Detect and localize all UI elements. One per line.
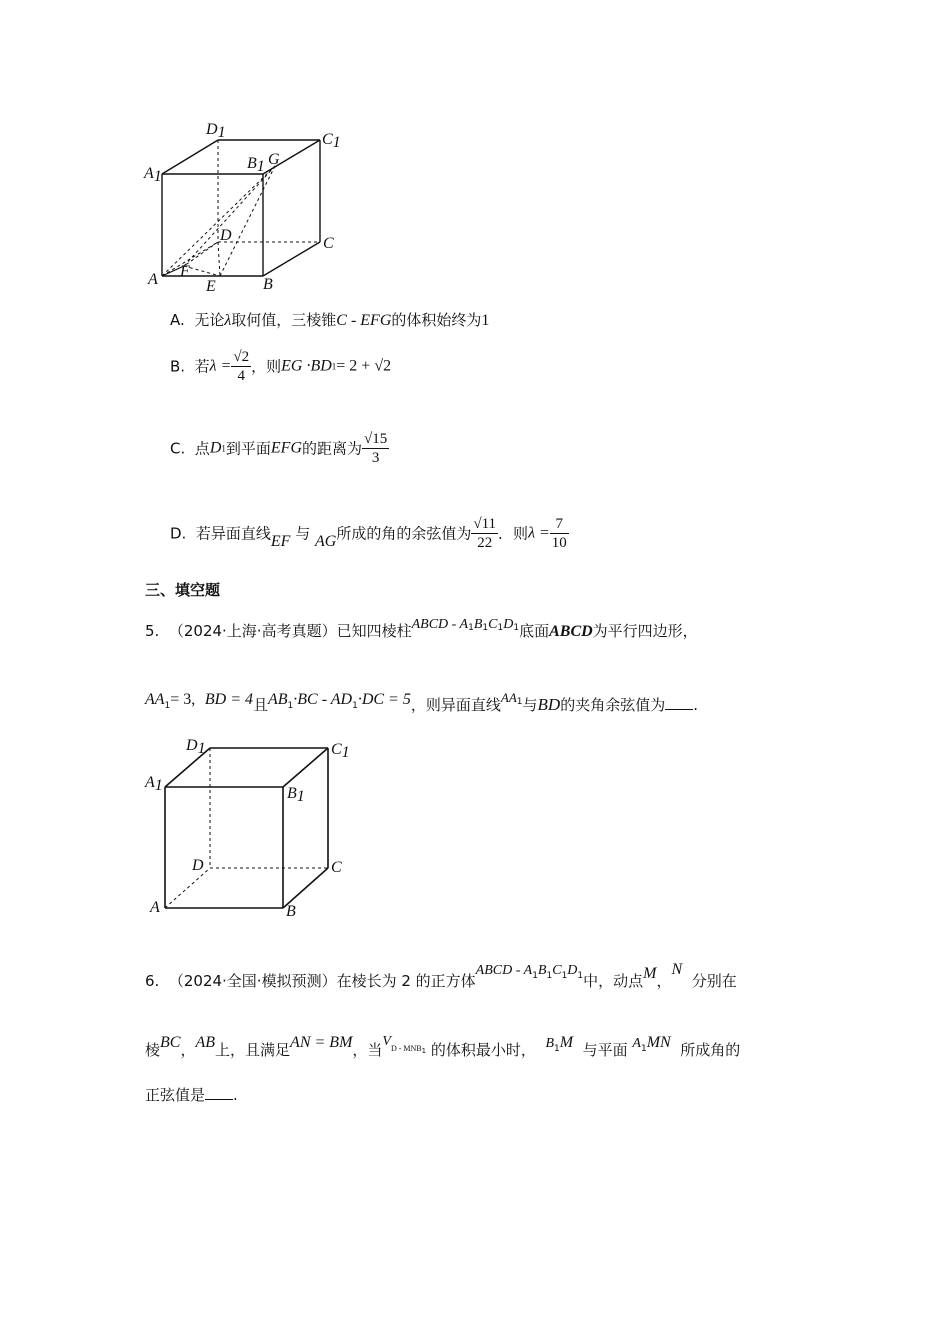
label-C1: C1 bbox=[331, 741, 350, 761]
label-A1: A1 bbox=[145, 774, 163, 794]
question-5-line2: AA1= 3, BD = 4且AB1·BC - AD1·DC = 5，则异面直线$AA^1$与BD的夹角余弦值为 . bbox=[145, 690, 698, 714]
section-title: 三、填空题 bbox=[145, 581, 221, 599]
label-C: C bbox=[331, 859, 342, 876]
label-A: A bbox=[148, 271, 158, 288]
option-a: A. 无论λ取何值，三棱锥C - EFG的体积始终为1 bbox=[170, 311, 490, 329]
label-B1: B1 bbox=[287, 785, 305, 805]
option-c: C. 点D1到平面EFG的距离为 $\frac{√15}{3}$ bbox=[170, 431, 388, 466]
label-D1: D1 bbox=[186, 737, 206, 757]
label-B1: B1 bbox=[247, 155, 265, 175]
fraction-sqrt11-22: $\frac{√11}{22}$ bbox=[473, 516, 497, 551]
label-C1: C1 bbox=[322, 131, 341, 151]
answer-blank-6[interactable] bbox=[205, 1085, 233, 1100]
label-C: C bbox=[323, 235, 334, 252]
label-D1: D1 bbox=[206, 121, 226, 141]
label-A1: A1 bbox=[144, 165, 162, 185]
label-D: D bbox=[192, 857, 204, 874]
answer-blank-5[interactable] bbox=[665, 695, 693, 710]
label-D: D bbox=[220, 227, 232, 244]
fraction-7-10: $\frac{7}{10}$ bbox=[551, 516, 567, 551]
label-B: B bbox=[286, 903, 296, 920]
question-6-line3: 正弦值是 . bbox=[145, 1086, 238, 1104]
label-G: G bbox=[268, 151, 280, 168]
label-A: A bbox=[150, 899, 160, 916]
label-F: F bbox=[180, 263, 190, 280]
figure-cube-1 bbox=[140, 118, 350, 298]
fraction-sqrt15-3: $\frac{√15}{3}$ bbox=[364, 431, 388, 466]
label-B: B bbox=[263, 276, 273, 293]
label-E: E bbox=[206, 278, 216, 295]
fraction-sqrt2-4: $\frac{√2}{4}$ bbox=[233, 349, 250, 384]
question-6-line1: 6. （2024·全国·模拟预测）在棱长为 2 的正方体ABCD - $A^1B^1C^1D^1$中，动点M，N 分别在 bbox=[145, 961, 737, 990]
question-5-line1: 5. （2024·上海·高考真题）已知四棱柱ABCD - $A^1B^1C^1D^1$底面ABCD为平行四边形， bbox=[145, 617, 698, 640]
option-d: D. 若异面直线EF 与 AG所成的角的余弦值为 $\frac{√11}{22}$ ．则λ = $\frac{7}{10}$ bbox=[170, 516, 567, 551]
figure-cube-2 bbox=[140, 730, 360, 925]
question-6-line2: 棱BC，AB上，且满足AN = BM，当$V^{D - MNB}1$ 的体积最小时， $B^1M$ 与平面 $A^1MN$ 所成角的 bbox=[145, 1034, 741, 1059]
option-b: B. 若λ = $\frac{√2}{4}$ ，则EG ·BD1= 2 + √2 bbox=[170, 349, 392, 384]
